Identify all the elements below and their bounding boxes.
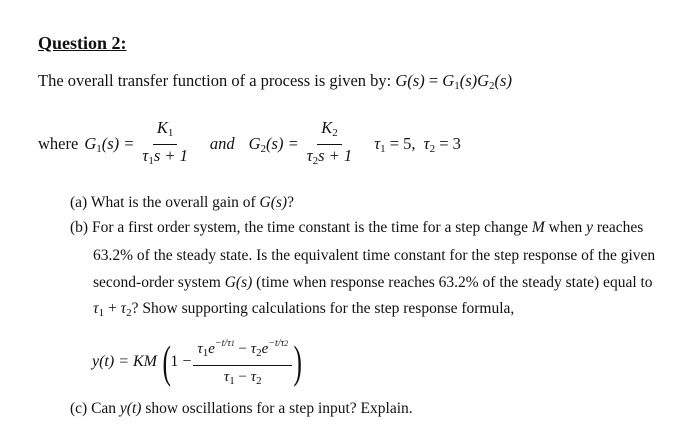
step-response-formula [92, 334, 302, 390]
right-paren: ) [293, 336, 303, 387]
left-paren: ( [162, 336, 171, 387]
g2-fraction: $\frac{K_2}{\tau_2s + 1}$ [306, 117, 353, 167]
part-c: (c) Can y(t) show oscillations for a step input? Explain. [70, 400, 413, 417]
part-b-line-1: (b) For a first order system, the time constant is the time for a step change M when y reaches [70, 219, 644, 236]
part-b-line-4: $\tau_1 + \tau_2$? Show supporting calculations for the step response formula, [93, 300, 515, 319]
g1-name: $G_1(s)$ = [84, 133, 135, 155]
overall-transfer-formula: $G(s) = G_1(s)G_2(s)$ [395, 71, 512, 92]
g1-fraction: $\frac{K_1}{\tau_1s + 1}$ [142, 117, 188, 167]
question-title: Question 2: [38, 33, 127, 53]
step-formula-fraction: $\frac{\tau_1e^{-t/\tau 1} - \tau_2e^{-t/\tau 2}}{\tau_1 - \tau_2}$ [193, 333, 292, 391]
part-b-line-2: 63.2% of the steady state. Is the equivalent time constant for the step response of the given [93, 247, 656, 264]
intro-line [38, 71, 512, 92]
time-constants: $\tau_1 = 5$, $\tau_2 = 3$ [374, 133, 461, 155]
and-label: and [209, 134, 235, 153]
step-formula-lhs: y(t) = KM [92, 353, 157, 370]
part-b-line-3: second-order system G(s) (time when response reaches 63.2% of the steady state) equal to [93, 274, 653, 291]
definitions-row [38, 118, 461, 170]
one-minus: 1 − [170, 353, 192, 370]
intro-text: The overall transfer function of a process is given by: [38, 71, 396, 90]
where-label: where [38, 134, 79, 153]
part-a: (a) What is the overall gain of G(s)? [70, 194, 294, 211]
g2-name: $G_2(s)$ = [248, 133, 299, 155]
